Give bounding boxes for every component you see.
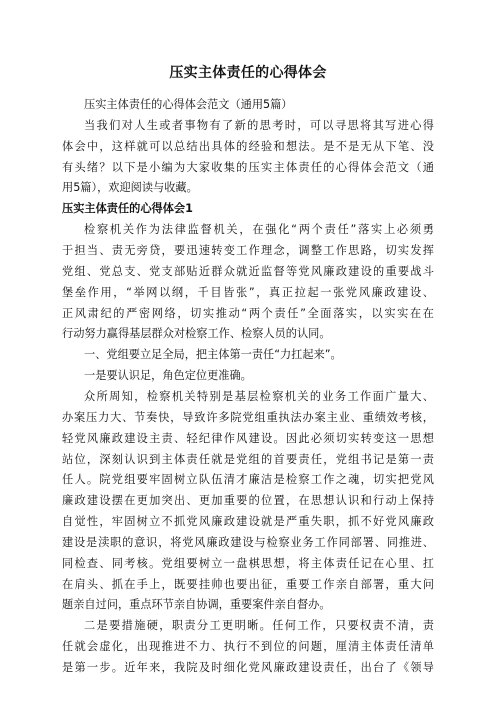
text-line: 压实主体责任的心得体会范文（通用5篇） bbox=[84, 98, 293, 111]
text-line: 题亲自过问，重点环节亲自协调，重要案件亲自督办。 bbox=[62, 598, 331, 612]
text-line: 一是要认识足，角色定位更准确。 bbox=[84, 369, 252, 383]
text-line: 自觉性，牢固树立不抓党风廉政建设就是严重失职，抓不好党风廉政 bbox=[62, 515, 434, 528]
text-line: 用5篇），欢迎阅读与收藏。 bbox=[62, 181, 198, 195]
section-heading: 压实主体责任的心得体会1 bbox=[62, 202, 193, 216]
text-line: 于担当、责无旁贷，要迅速转变工作理念，调整工作思路，切实发挥 bbox=[62, 244, 434, 257]
text-line: 站位，深刻认识到主体责任就是党组的首要责任，党组书记是第一责 bbox=[62, 452, 434, 466]
text-line: 同检查、同考核。党组要树立一盘棋思想，将主体责任记在心里、扛 bbox=[62, 556, 434, 570]
text-line: 体会中，这样就可以总结出具体的经验和想法。是不是无从下笔、没 bbox=[62, 139, 434, 153]
document-title: 压实主体责任的心得体会 bbox=[169, 65, 327, 81]
text-line: 堡垒作用，“举网以纲，千目皆张”，真正拉起一张党风廉政建设、 bbox=[62, 285, 434, 299]
text-line: 检察机关作为法律监督机关，在强化“两个责任”落实上必须勇 bbox=[84, 223, 434, 237]
text-line: 当我们对人生或者事物有了新的思考时，可以寻思将其写进心得 bbox=[84, 118, 434, 132]
text-line: 有头绪？以下是小编为大家收集的压实主体责任的心得体会范文（通 bbox=[62, 160, 434, 174]
text-line: 正风肃纪的严密网络，切实推动“两个责任”全面落实，以实实在在 bbox=[62, 306, 434, 320]
text-line: 任就会虚化，出现推进不力、执行不到位的问题，厘清主体责任清单 bbox=[62, 640, 434, 654]
text-line: 二是要措施硬，职责分工更明晰。任何工作，只要权责不清，责 bbox=[84, 619, 434, 633]
text-line: 建设是渎职的意识，将党风廉政建设与检察业务工作同部署、同推进、 bbox=[62, 535, 434, 549]
text-line: 廉政建设摆在更加突出、更加重要的位置，在思想认识和行动上保持 bbox=[62, 494, 434, 508]
text-line: 一、党组要立足全局，把主体第一责任“力扛起来”。 bbox=[84, 348, 342, 362]
text-line: 是第一步。近年来，我院及时细化党风廉政建设责任，出台了《领导 bbox=[62, 661, 434, 674]
text-line: 任人。院党组要牢固树立队伍清才廉洁是检察工作之魂，切实把党风 bbox=[62, 473, 434, 487]
text-line: 行动努力赢得基层群众对检察工作、检察人员的认同。 bbox=[62, 327, 331, 341]
text-line: 办案压力大、节奏快，导致许多院党组重执法办案主业、重绩效考核， bbox=[62, 410, 434, 424]
text-line: 轻党风廉政建设主责、轻纪律作风建设。因此必须切实转变这一思想 bbox=[62, 431, 434, 445]
text-line: 在肩头、抓在手上，既要挂帅也要出征，重要工作亲自部署，重大问 bbox=[62, 577, 434, 591]
text-line: 党组、党总支、党支部贴近群众就近监督等党风廉政建设的重要战斗 bbox=[62, 264, 434, 278]
text-line: 众所周知，检察机关特别是基层检察机关的业务工作面广量大、 bbox=[84, 389, 434, 403]
